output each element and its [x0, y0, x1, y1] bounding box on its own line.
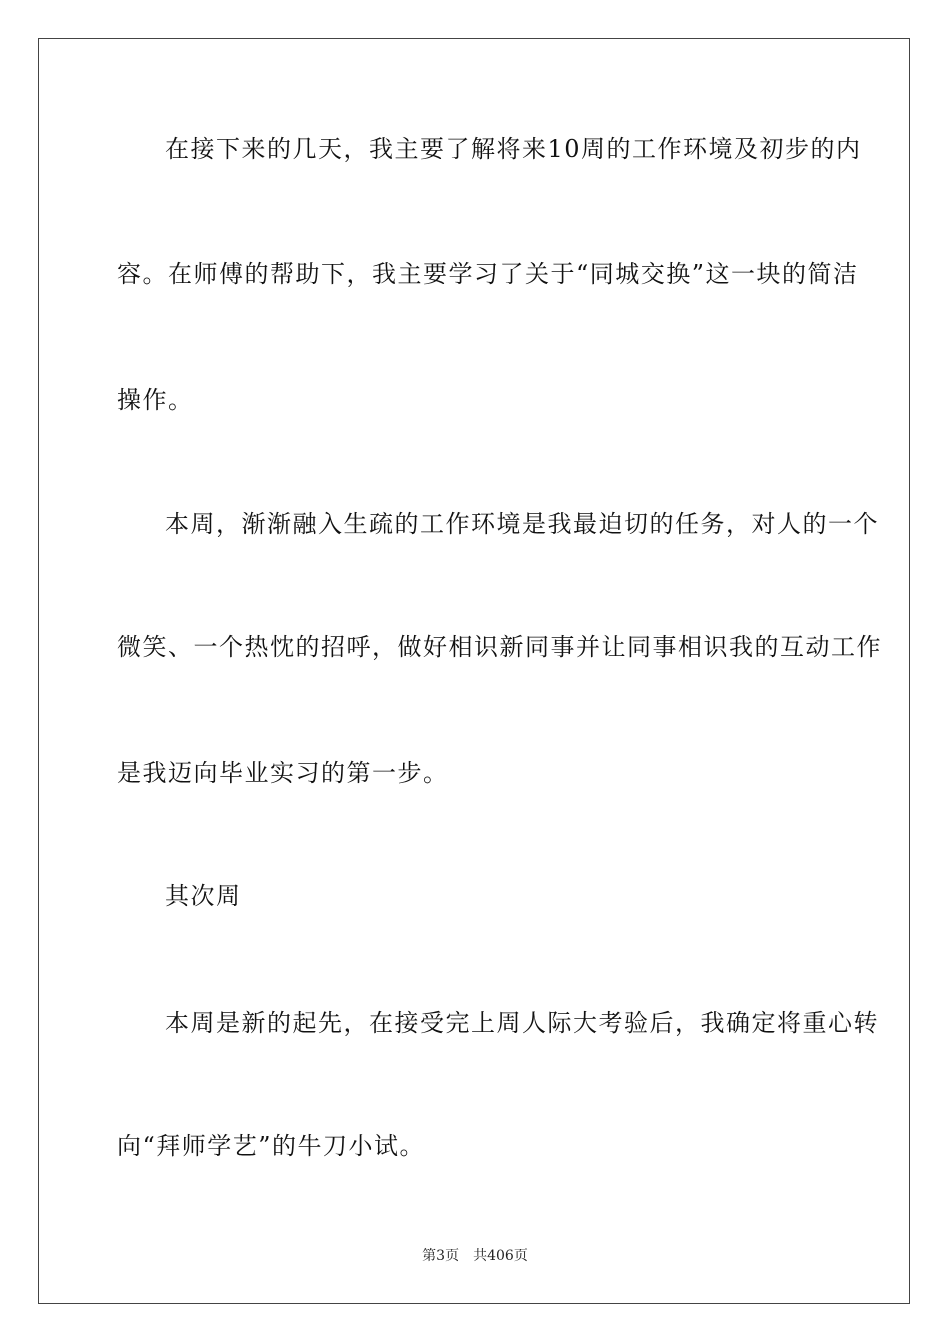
paragraph-line-3: 操作。 [117, 386, 194, 414]
page-border [38, 38, 910, 1304]
page-number: 第3页 [422, 1248, 460, 1264]
paragraph-line-4: 本周，渐渐融入生疏的工作环境是我最迫切的任务，对人的一个 [165, 510, 879, 538]
paragraph-line-8: 本周是新的起先，在接受完上周人际大考验后，我确定将重心转 [165, 1009, 879, 1037]
paragraph-line-1: 在接下来的几天，我主要了解将来10周的工作环境及初步的内 [165, 135, 862, 163]
paragraph-line-5: 微笑、一个热忱的招呼，做好相识新同事并让同事相识我的互动工作 [117, 633, 882, 661]
paragraph-line-6: 是我迈向毕业实习的第一步。 [117, 759, 449, 787]
section-heading: 其次周 [165, 882, 242, 910]
page-footer [0, 1247, 950, 1265]
total-pages: 共406页 [473, 1248, 528, 1264]
paragraph-line-2: 容。在师傅的帮助下，我主要学习了关于“同城交换”这一块的简洁 [117, 260, 859, 288]
paragraph-line-9: 向“拜师学艺”的牛刀小试。 [117, 1132, 426, 1160]
